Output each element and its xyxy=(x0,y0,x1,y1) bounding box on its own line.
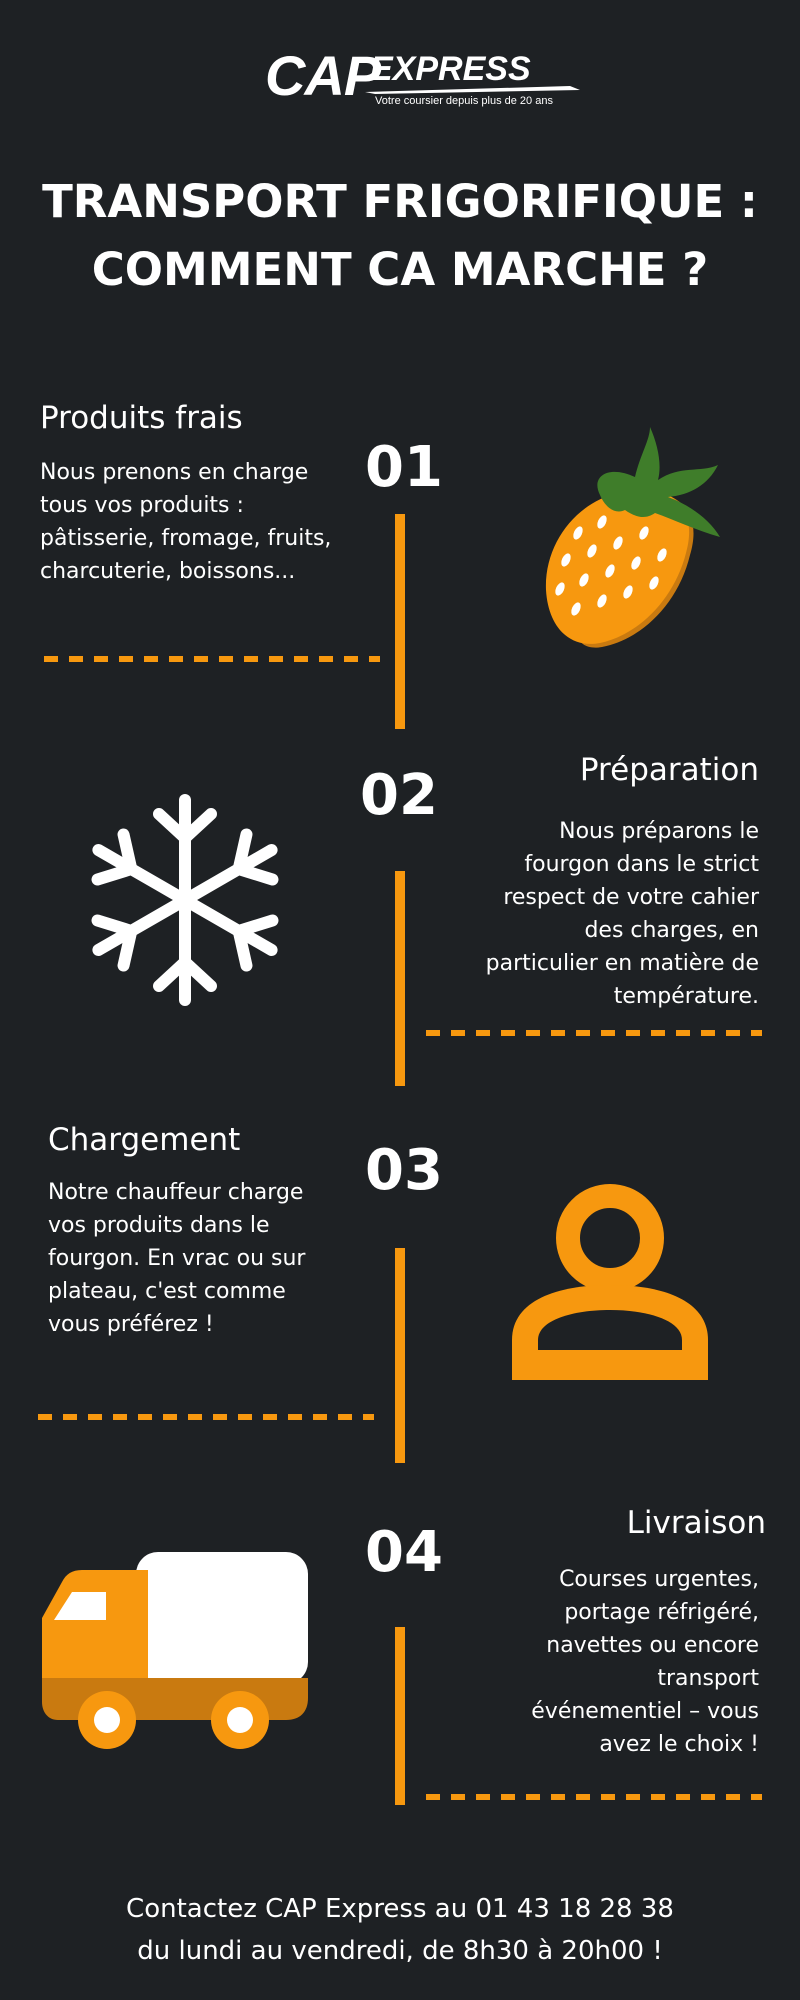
step-2-title: Préparation xyxy=(579,752,759,788)
page-title xyxy=(0,168,800,304)
step-4-timeline-line xyxy=(395,1627,405,1805)
step-3-text: Notre chauffeur charge vos produits dans le fourgon. En vrac ou sur plateau, c'est comme vous préférez ! xyxy=(48,1180,306,1337)
strawberry-icon xyxy=(540,425,725,655)
contact-footer xyxy=(0,1888,800,1972)
person-icon xyxy=(508,1180,712,1380)
step-1-text: Nous prenons en charge tous vos produits : pâtisserie, fromage, fruits, charcuterie, boissons... xyxy=(40,460,332,584)
step-2-number: 02 xyxy=(360,763,438,828)
step-3-dashed-divider xyxy=(38,1414,374,1420)
page-title-line-2: COMMENT CA MARCHE ? xyxy=(91,243,709,296)
logo-swoosh-icon xyxy=(365,84,580,94)
step-3-timeline-line xyxy=(395,1248,405,1463)
step-4-text: Courses urgentes, portage réfrigéré, navettes ou encore transport événementiel – vous avez le choix ! xyxy=(531,1567,759,1757)
step-4-dashed-divider xyxy=(426,1794,762,1800)
step-2-dashed-divider xyxy=(426,1030,762,1036)
step-1-timeline-line xyxy=(395,514,405,729)
page-title-line-1: TRANSPORT FRIGORIFIQUE : xyxy=(42,175,758,228)
logo-brand-suffix: EXPRESS xyxy=(370,50,531,88)
logo-brand: CAP xyxy=(265,44,381,107)
step-1-number: 01 xyxy=(365,435,443,500)
contact-footer-line-2: du lundi au vendredi, de 8h30 à 20h00 ! xyxy=(137,1936,663,1966)
step-4-title: Livraison xyxy=(626,1505,766,1541)
truck-icon xyxy=(38,1548,310,1758)
contact-footer-line-1: Contactez CAP Express au 01 43 18 28 38 xyxy=(126,1894,674,1924)
snowflake-icon xyxy=(83,793,287,1007)
step-4-number: 04 xyxy=(365,1520,443,1585)
step-1-dashed-divider xyxy=(44,656,380,662)
step-1-title: Produits frais xyxy=(40,400,243,436)
step-3-title: Chargement xyxy=(48,1122,241,1158)
logo xyxy=(0,40,800,120)
logo-tagline: Votre coursier depuis plus de 20 ans xyxy=(375,95,553,107)
step-2-timeline-line xyxy=(395,871,405,1086)
step-2-text: Nous préparons le fourgon dans le strict respect de votre cahier des charges, en particulier en matière de température. xyxy=(485,819,759,1009)
step-3-number: 03 xyxy=(365,1138,443,1203)
